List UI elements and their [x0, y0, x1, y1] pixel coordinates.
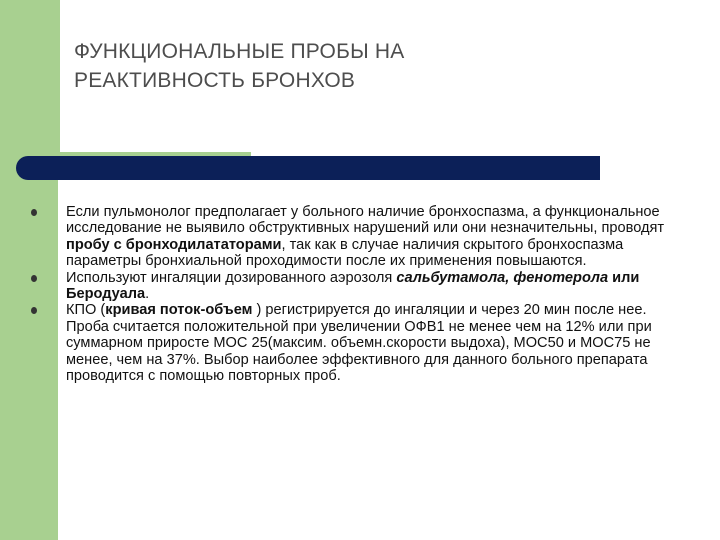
bullet-text-part: КПО ( [66, 302, 106, 319]
title-line-2: РЕАКТИВНОСТЬ БРОНХОВ [74, 69, 356, 92]
decorative-navy-bar [16, 156, 600, 180]
bullet-dot-icon [31, 275, 37, 282]
bullet-text-part: Используют ингаляции дозированного аэрозоля [66, 269, 397, 286]
slide-title [74, 37, 634, 95]
bullet-item [28, 302, 668, 384]
bullet-text-part: Если пульмонолог предполагает у больного наличие бронхоспазма, а функциональное исследование не выявило обструктивных нарушений или они незначительны, проводят [66, 204, 665, 237]
bullet-dot-icon [31, 209, 37, 216]
title-line-1: ФУНКЦИОНАЛЬНЫЕ ПРОБЫ НА [74, 40, 405, 63]
bullet-text-bold: кривая поток-объем [105, 302, 253, 319]
bullet-text-bold: или Беродуала [66, 269, 640, 303]
bullet-list [28, 204, 668, 384]
bullet-text [66, 270, 668, 303]
bullet-dot-icon [31, 307, 37, 314]
bullet-text-bold-italic: сальбутамола, фенотерола [396, 269, 609, 286]
bullet-text-part: . [145, 286, 150, 303]
bullet-item [28, 204, 668, 270]
bullet-text-part: , так как в случае наличия скрытого бронхоспазма параметры бронхиальной проходимости после их применения повышаются. [66, 236, 624, 270]
bullet-text-bold: пробу с бронходилататорами [66, 236, 282, 253]
bullet-item [28, 270, 668, 303]
bullet-text-part: ) регистрируется до ингаляции и через 20 мин после нее. Проба считается положительной при увеличении ОФВ1 не менее чем на 12% или при суммарном приросте МОС 25(максим. объемн.скорости выдоха), МОС50 и МОС75 не менее, чем на 37%. Выбор наиболее эффективного для данного больного препарата проводится с помощью повторных проб. [66, 302, 652, 385]
bullet-text [66, 302, 668, 384]
bullet-text [66, 204, 668, 270]
